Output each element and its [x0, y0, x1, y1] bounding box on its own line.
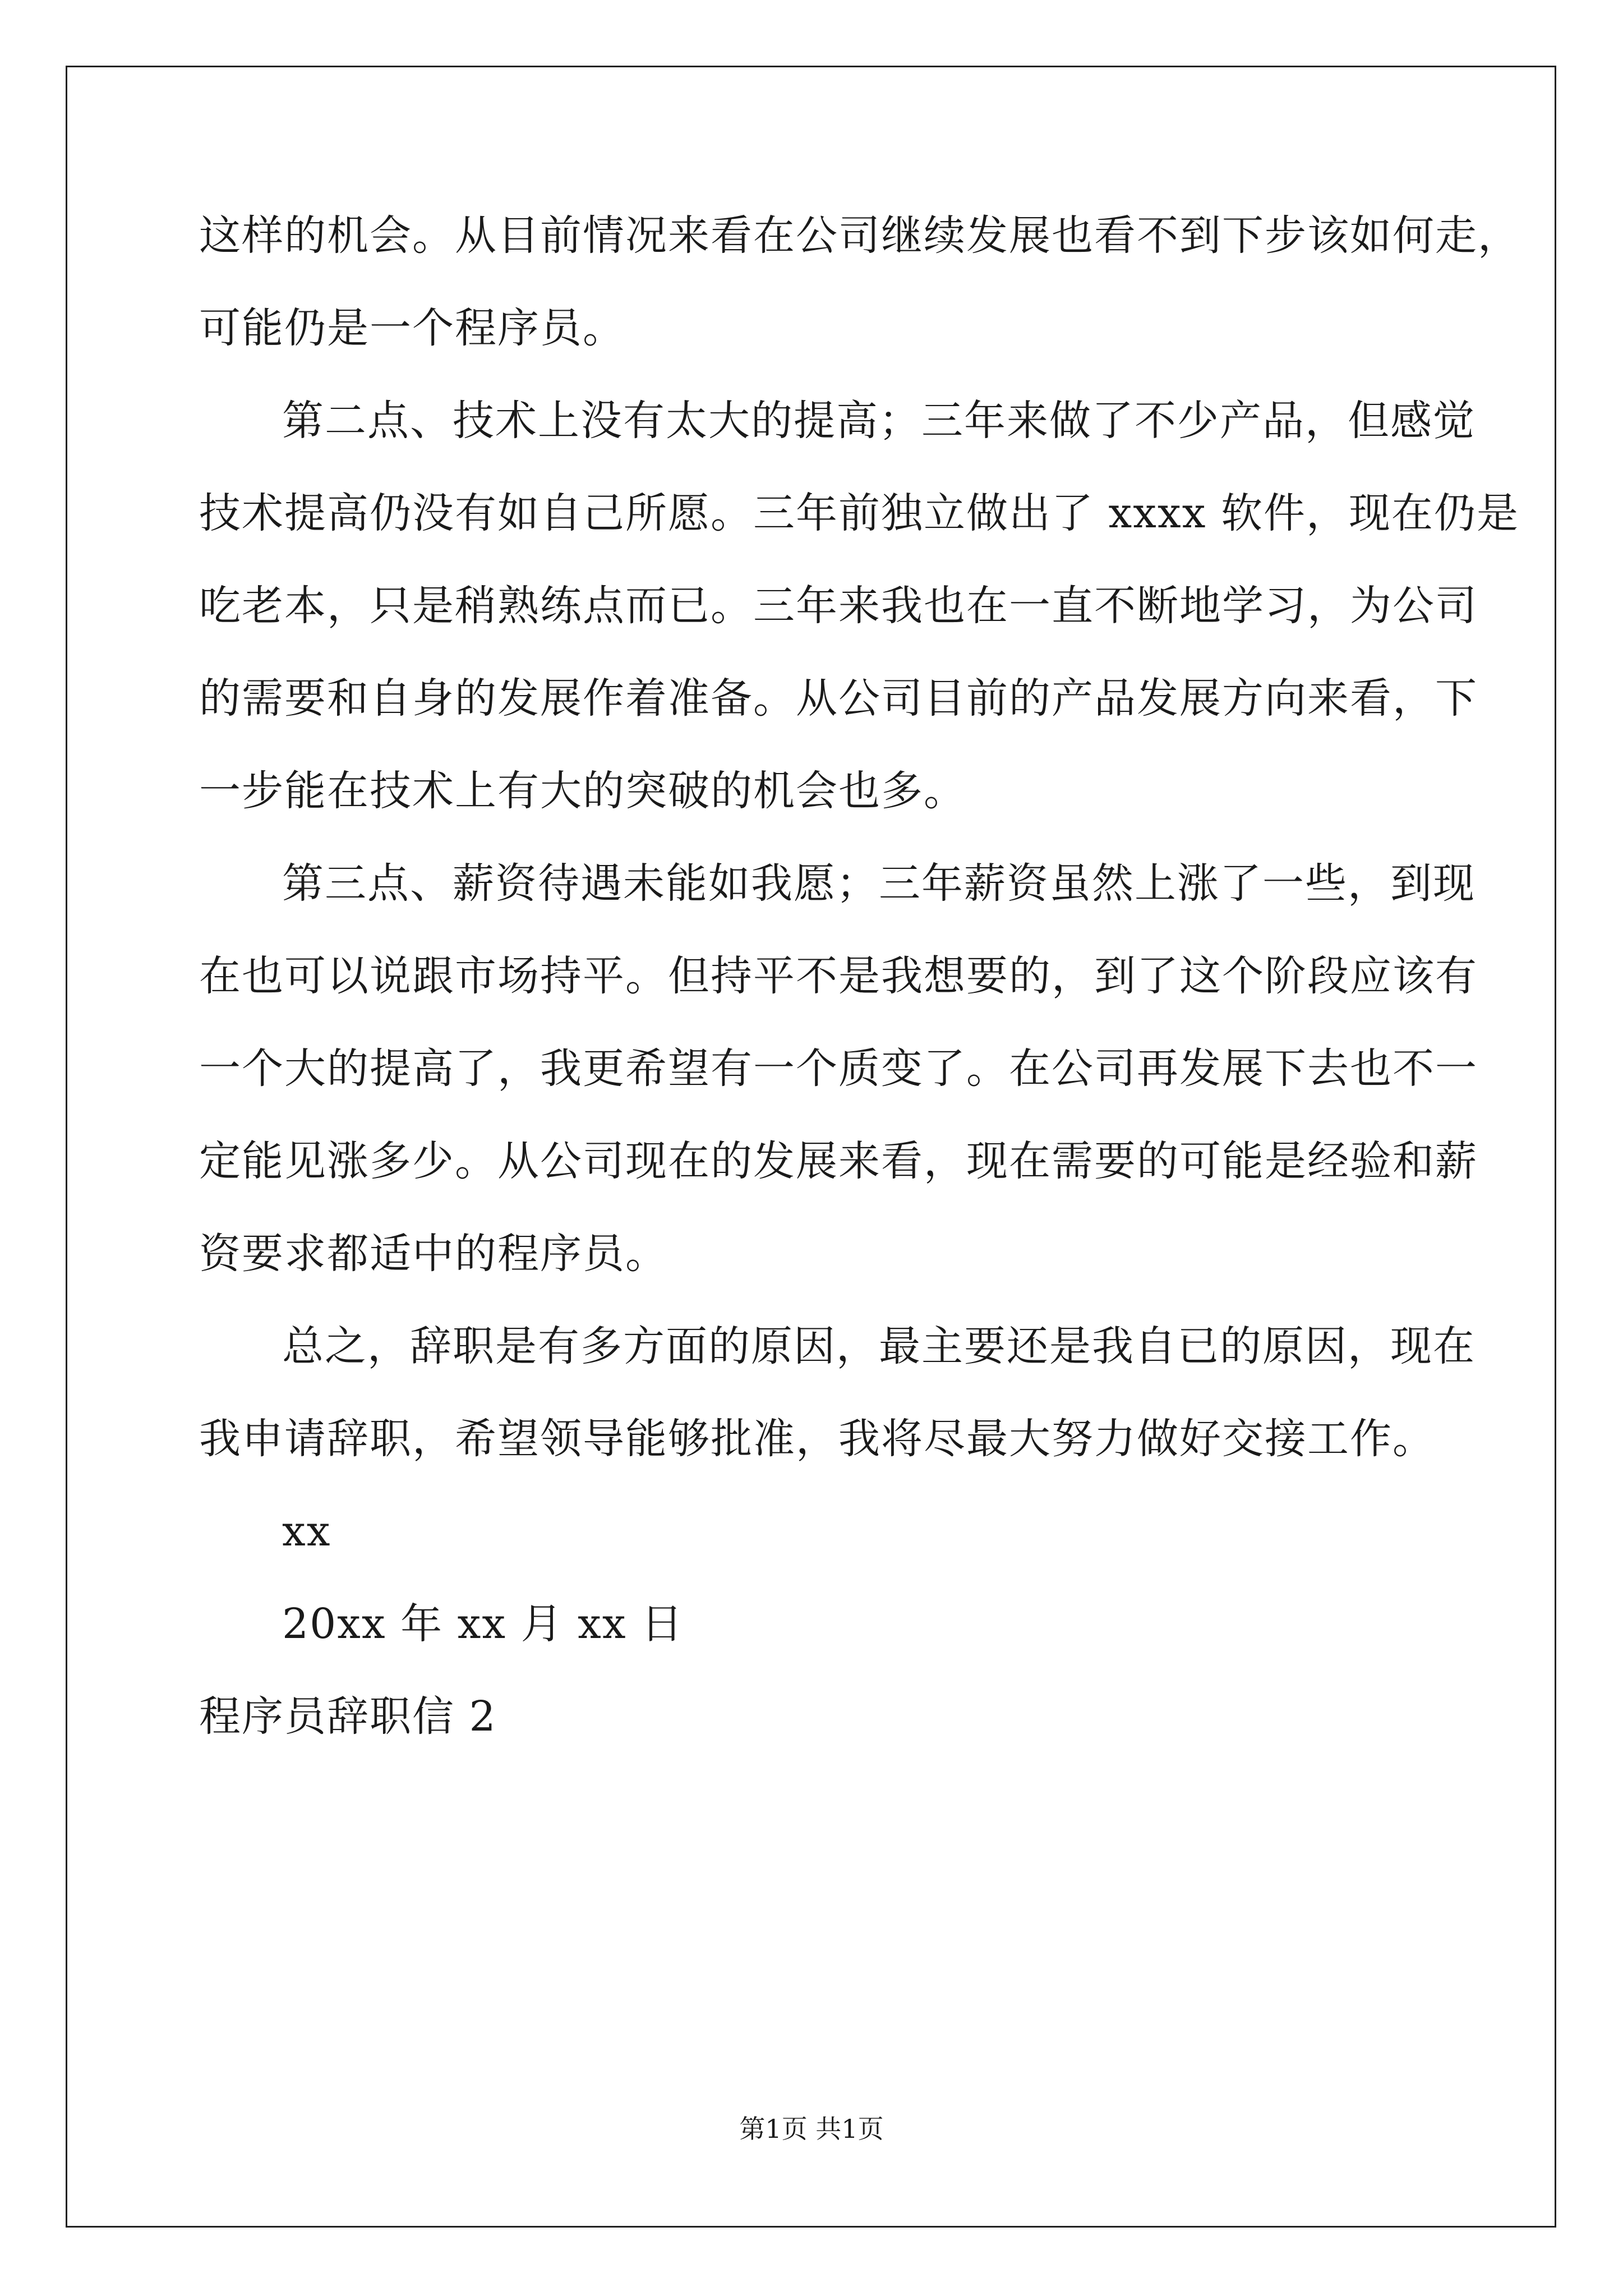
text-line: 我申请辞职，希望领导能够批准，我将尽最大努力做好交接工作。: [199, 1415, 1435, 1463]
document-body: [199, 208, 1520, 1745]
text-line: 的需要和自身的发展作着准备。从公司目前的产品发展方向来看，下: [199, 674, 1478, 723]
paragraph-start-point-three: 第三点、薪资待遇未能如我愿；三年薪资虽然上涨了一些，到现: [282, 859, 1476, 908]
section-heading: 程序员辞职信 2: [199, 1692, 497, 1741]
paragraph-start-conclusion: 总之，辞职是有多方面的原因，最主要还是我自已的原因，现在: [282, 1322, 1476, 1370]
text-line: 资要求都适中的程序员。: [199, 1230, 668, 1278]
text-line: 一步能在技术上有大的突破的机会也多。: [199, 767, 966, 815]
signature-date: 20xx 年 xx 月 xx 日: [282, 1600, 684, 1648]
text-line: 可能仍是一个程序员。: [199, 304, 625, 352]
text-line: 吃老本，只是稍熟练点而已。三年来我也在一直不断地学习，为公司: [199, 582, 1478, 630]
text-line: 技术提高仍没有如自己所愿。三年前独立做出了 xxxx 软件，现在仍是: [199, 489, 1519, 537]
text-line: 这样的机会。从目前情况来看在公司继续发展也看不到下步该如何走，: [199, 211, 1520, 260]
signature-name: xx: [282, 1507, 331, 1556]
paragraph-start-point-two: 第二点、技术上没有太大的提高；三年来做了不少产品，但感觉: [282, 397, 1476, 445]
page-footer: 第1页 共1页: [739, 2114, 884, 2144]
text-line: 定能见涨多少。从公司现在的发展来看，现在需要的可能是经验和薪: [199, 1137, 1478, 1185]
text-line: 一个大的提高了，我更希望有一个质变了。在公司再发展下去也不一: [199, 1045, 1478, 1093]
text-line: 在也可以说跟市场持平。但持平不是我想要的，到了这个阶段应该有: [199, 952, 1478, 1000]
